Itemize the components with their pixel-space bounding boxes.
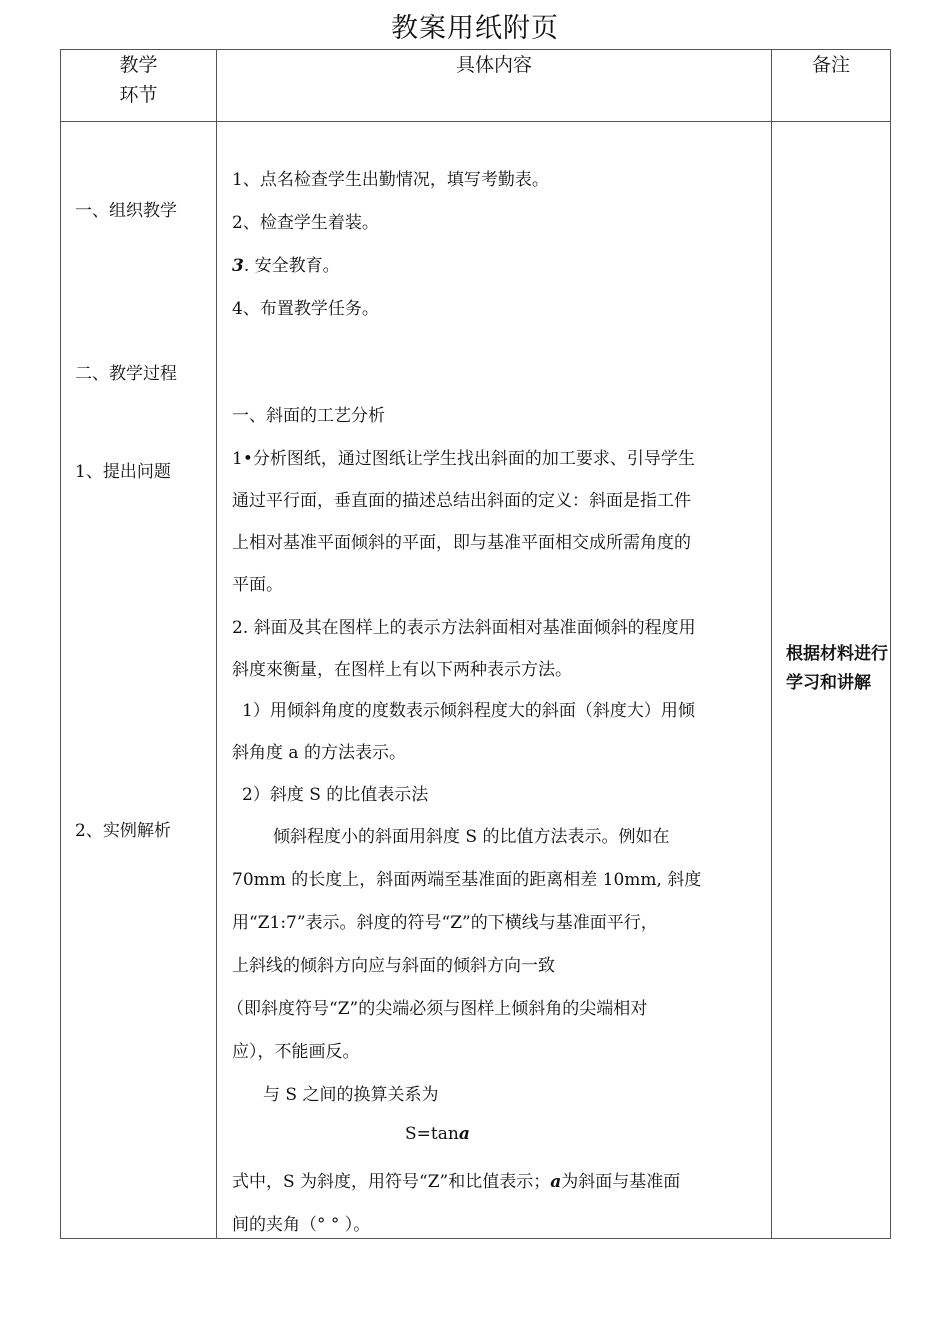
method2-line1: 倾斜程度小的斜面用斜度 S 的比值方法表示。例如在: [273, 827, 670, 847]
stage-example: 2、实例解析: [75, 821, 171, 841]
explanation-line2: 间的夹角（° ° ）。: [232, 1215, 371, 1235]
method2-line3: 用“Z1:7”表示。斜度的符号“Z”的下横线与基准面平行，: [232, 913, 658, 933]
content-item3-number: 3: [232, 256, 244, 276]
para1-line3: 上相对基准平面倾斜的平面，即与基准平面相交成所需角度的: [232, 533, 691, 553]
method2-line2: 70mm 的长度上，斜面两端至基准面的距离相差 10mm, 斜度: [232, 870, 702, 890]
table-header-row: [61, 50, 891, 122]
para2-line2: 斜度來衡量，在图样上有以下两种表示方法。: [232, 660, 572, 680]
method2-title: 2）斜度 S 的比值表示法: [242, 785, 429, 805]
lesson-plan-table: [60, 49, 891, 1239]
notes-column: [772, 122, 891, 1239]
notes-text: 根据材料进行学习和讲解: [786, 644, 888, 693]
content-column: [217, 122, 772, 1239]
header-notes: 备注: [772, 50, 891, 122]
stage-column: [61, 122, 217, 1239]
para1-line2: 通过平行面，垂直面的描述总结出斜面的定义：斜面是指工件: [232, 491, 691, 511]
para1-line1: 1•分析图纸，通过图纸让学生找出斜面的加工要求、引导学生: [232, 449, 695, 469]
page-title: 教案用纸附页: [391, 13, 559, 44]
method2-line4: 上斜线的倾斜方向应与斜面的倾斜方向一致: [232, 956, 555, 976]
header-content: 具体内容: [217, 50, 772, 122]
conversion-intro: 与 S 之间的换算关系为: [263, 1085, 439, 1105]
stage-question: 1、提出问题: [75, 462, 171, 482]
para1-line4: 平面。: [232, 575, 283, 595]
content-item3: [232, 251, 340, 276]
formula-alpha: a: [458, 1124, 470, 1144]
header-stage-line2: 环节: [119, 84, 158, 106]
method2-line5: （即斜度符号“Z”的尖端必须与图样上倾斜角的尖端相对: [227, 999, 648, 1019]
formula: [405, 1124, 470, 1144]
explanation-line1: [232, 1167, 680, 1192]
table-body-row: [61, 122, 891, 1239]
header-stage: [61, 50, 217, 122]
stage-organize: 一、组织教学: [75, 201, 177, 221]
method2-line6: 应），不能画反。: [232, 1042, 360, 1062]
content-item1: 1、点名检查学生出勤情况，填写考勤表。: [232, 170, 549, 190]
header-stage-line1: 教学: [119, 54, 158, 76]
method1-line1: 1）用倾斜角度的度数表示倾斜程度大的斜面（斜度大）用倾: [242, 701, 695, 721]
content-item3-text: . 安全教育。: [243, 256, 340, 276]
stage-process: 二、教学过程: [75, 364, 177, 384]
para2-line1: 2. 斜面及其在图样上的表示方法斜面相对基准面倾斜的程度用: [232, 618, 696, 638]
method1-line2: 斜角度 a 的方法表示。: [232, 743, 406, 763]
explanation-line1-a: 式中，S 为斜度，用符号“Z”和比值表示；: [232, 1172, 551, 1192]
explanation-alpha: a: [550, 1172, 562, 1192]
section-title: 一、斜面的工艺分析: [232, 406, 385, 426]
content-item4: 4、布置教学任务。: [232, 299, 379, 319]
explanation-line1-b: 为斜面与基准面: [561, 1172, 681, 1192]
content-item2: 2、检查学生着装。: [232, 213, 379, 233]
formula-text: S=tan: [405, 1124, 459, 1144]
